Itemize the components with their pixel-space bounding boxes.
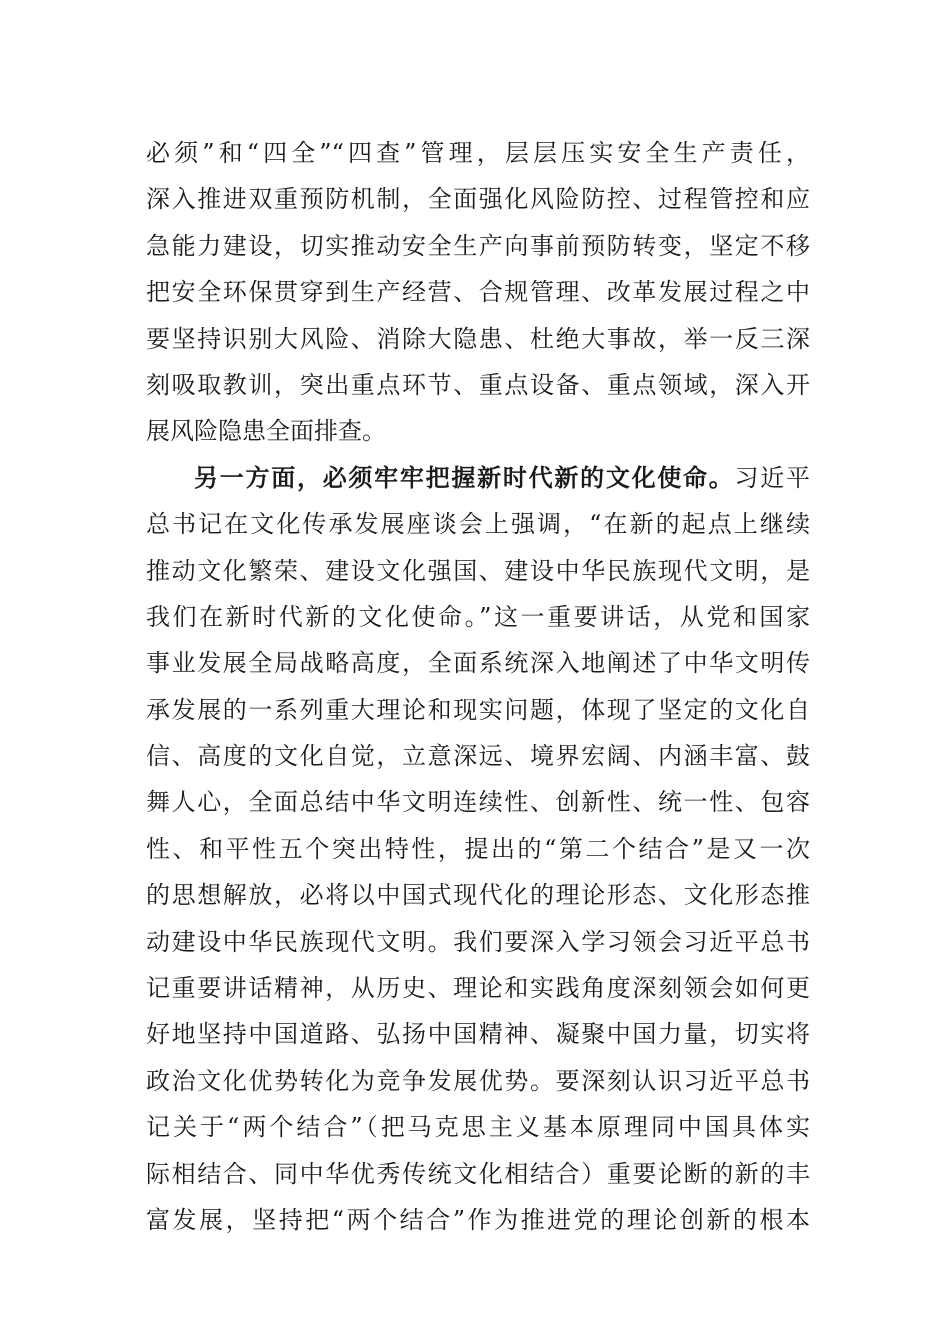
text-line: 总书记在文化传承发展座谈会上强调，“在新的起点上继续 (146, 510, 810, 539)
text-line: 的思想解放，必将以中国式现代化的理论形态、文化形态推 (146, 881, 810, 910)
paragraph-heading: 另一方面，必须牢牢把握新时代新的文化使命。 (194, 462, 735, 492)
text-line: 把安全环保贯穿到生产经营、合规管理、改革发展过程之中 (146, 278, 810, 307)
text-line: 舞人心，全面总结中华文明连续性、创新性、统一性、包容 (146, 788, 810, 817)
text-line: 富发展，坚持把“两个结合”作为推进党的理论创新的根本 (146, 1205, 810, 1234)
text-line: 动建设中华民族现代文明。我们要深入学习领会习近平总书 (146, 927, 810, 956)
text-line: 推动文化繁荣、建设文化强国、建设中华民族现代文明，是 (146, 556, 810, 585)
text-line: 展风险隐患全面排查。 (146, 417, 386, 446)
text-line: 政治文化优势转化为竞争发展优势。要深刻认识习近平总书 (146, 1066, 810, 1095)
text-line: 记重要讲话精神，从历史、理论和实践角度深刻领会如何更 (146, 974, 810, 1003)
document-body (146, 130, 810, 1243)
paragraph-safety (146, 130, 810, 455)
text-line: 承发展的一系列重大理论和现实问题，体现了坚定的文化自 (146, 695, 810, 724)
text-line: 好地坚持中国道路、弘扬中国精神、凝聚中国力量，切实将 (146, 1020, 810, 1049)
text-line: 我们在新时代新的文化使命。”这一重要讲话，从党和国家 (146, 602, 810, 631)
text-line: 刻吸取教训，突出重点环节、重点设备、重点领域，深入开 (146, 370, 810, 399)
text-line: 急能力建设，切实推动安全生产向事前预防转变，坚定不移 (146, 231, 810, 260)
text-line: 深入推进双重预防机制，全面强化风险防控、过程管控和应 (146, 185, 810, 214)
text-line: 记关于“两个结合”（把马克思主义基本原理同中国具体实 (146, 1113, 810, 1142)
text-line: 事业发展全局战略高度，全面系统深入地阐述了中华文明传 (146, 649, 810, 678)
text-line: 要坚持识别大风险、消除大隐患、杜绝大事故，举一反三深 (146, 324, 810, 353)
text-line: 信、高度的文化自觉，立意深远、境界宏阔、内涵丰富、鼓 (146, 742, 810, 771)
paragraph-culture (146, 455, 810, 1244)
paragraph-first-line (146, 455, 810, 501)
text-line: 际相结合、同中华优秀传统文化相结合）重要论断的新的丰 (146, 1159, 810, 1188)
text-line: 性、和平性五个突出特性，提出的“第二个结合”是又一次 (146, 834, 810, 863)
heading-continuation: 习近平 (734, 463, 811, 492)
text-line: 必须”和“四全”“四查”管理，层层压实安全生产责任， (146, 139, 810, 167)
